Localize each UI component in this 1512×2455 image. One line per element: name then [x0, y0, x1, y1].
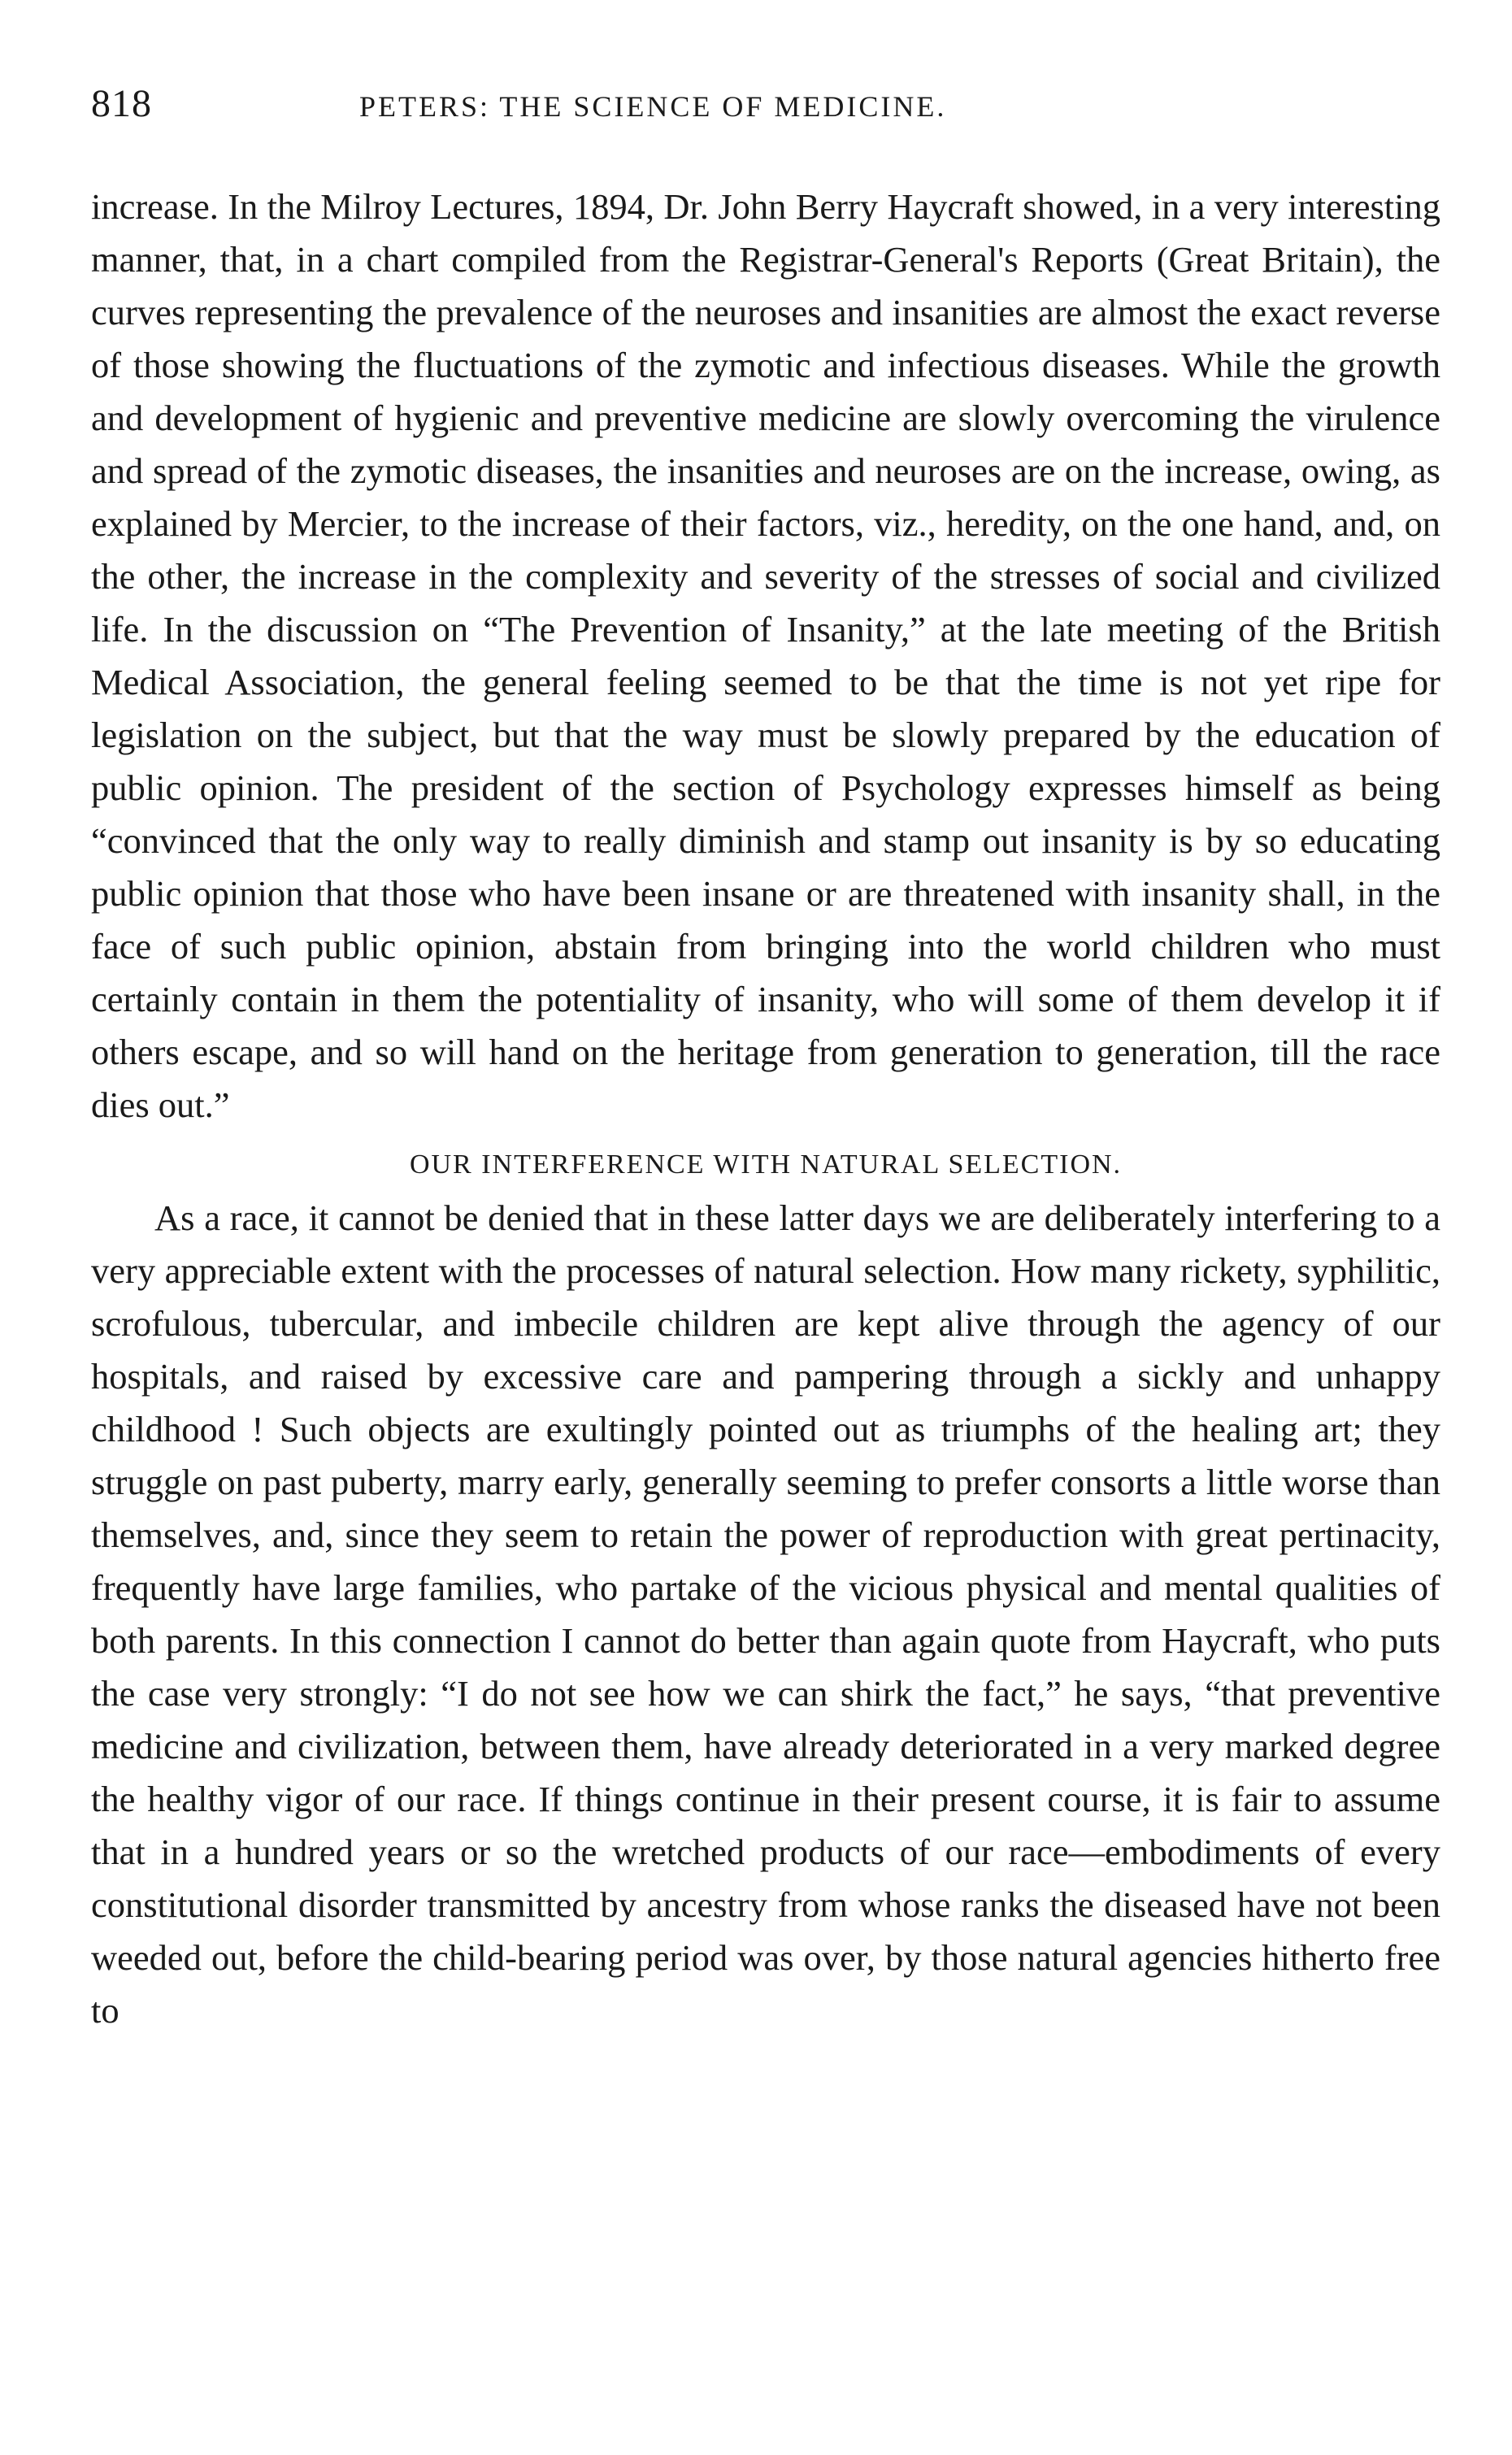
section-heading: OUR INTERFERENCE WITH NATURAL SELECTION.	[409, 1149, 1123, 1180]
running-title: PETERS: THE SCIENCE OF MEDICINE.	[359, 90, 947, 123]
document-page	[91, 81, 1440, 2037]
page-number: 818	[91, 82, 152, 125]
body-paragraph: increase. In the Milroy Lectures, 1894, Dr. John Berry Haycraft showed, in a very interesting manner, that, in a chart compiled from the Registrar-General's Reports (Great Britain), the curves representing the prevalence of the neuroses and insanities are almost the exact reverse of those showing the fluctuations of the zymotic and infectious diseases. While the growth and development of hygienic and preventive medicine are slowly overcoming the virulence and spread of the zymotic diseases, the insanities and neuroses are on the increase, owing, as explained by Mercier, to the increase of their factors, viz., heredity, on the one hand, and, on the other, the increase in the complexity and severity of the stresses of social and civilized life. In the discussion on “The Prevention of Insanity,” at the late meeting of the British Medical Association, the general feeling seemed to be that the time is not yet ripe for legislation on the subject, but that the way must be slowly prepared by the education of public opinion. The president of the section of Psychology expresses himself as being “convinced that the only way to really diminish and stamp out insanity is by so educating public opinion that those who have been insane or are threatened with insanity shall, in the face of such public opinion, abstain from bringing into the world children who must certainly contain in them the potentiality of insanity, who will some of them develop it if others escape, and so will hand on the heritage from generation to generation, till the race dies out.”	[91, 186, 1440, 1125]
section-paragraph: As a race, it cannot be denied that in these latter days we are deliberately interfering to a very appreciable extent with the processes of natural selection. How many rickety, syphilitic, scrofulous, tubercular, and imbecile children are kept alive through the agency of our hospitals, and raised by excessive care and pampering through a sickly and unhappy childhood ! Such objects are exultingly pointed out as triumphs of the healing art; they struggle on past puberty, marry early, generally seeming to prefer consorts a little worse than themselves, and, since they seem to retain the power of reproduction with great pertinacity, frequently have large families, who partake of the vicious physical and mental qualities of both parents. In this connection I cannot do better than again quote from Haycraft, who puts the case very strongly: “I do not see how we can shirk the fact,” he says, “that preventive medicine and civilization, between them, have already deteriorated in a very marked degree the healthy vigor of our race. If things continue in their present course, it is fair to assume that in a hundred years or so the wretched products of our race—embodiments of every constitutional disorder transmitted by ancestry from whose ranks the diseased have not been weeded out, before the child-bearing period was over, by those natural agencies hitherto free to	[91, 1197, 1440, 2031]
running-header	[91, 81, 1440, 150]
